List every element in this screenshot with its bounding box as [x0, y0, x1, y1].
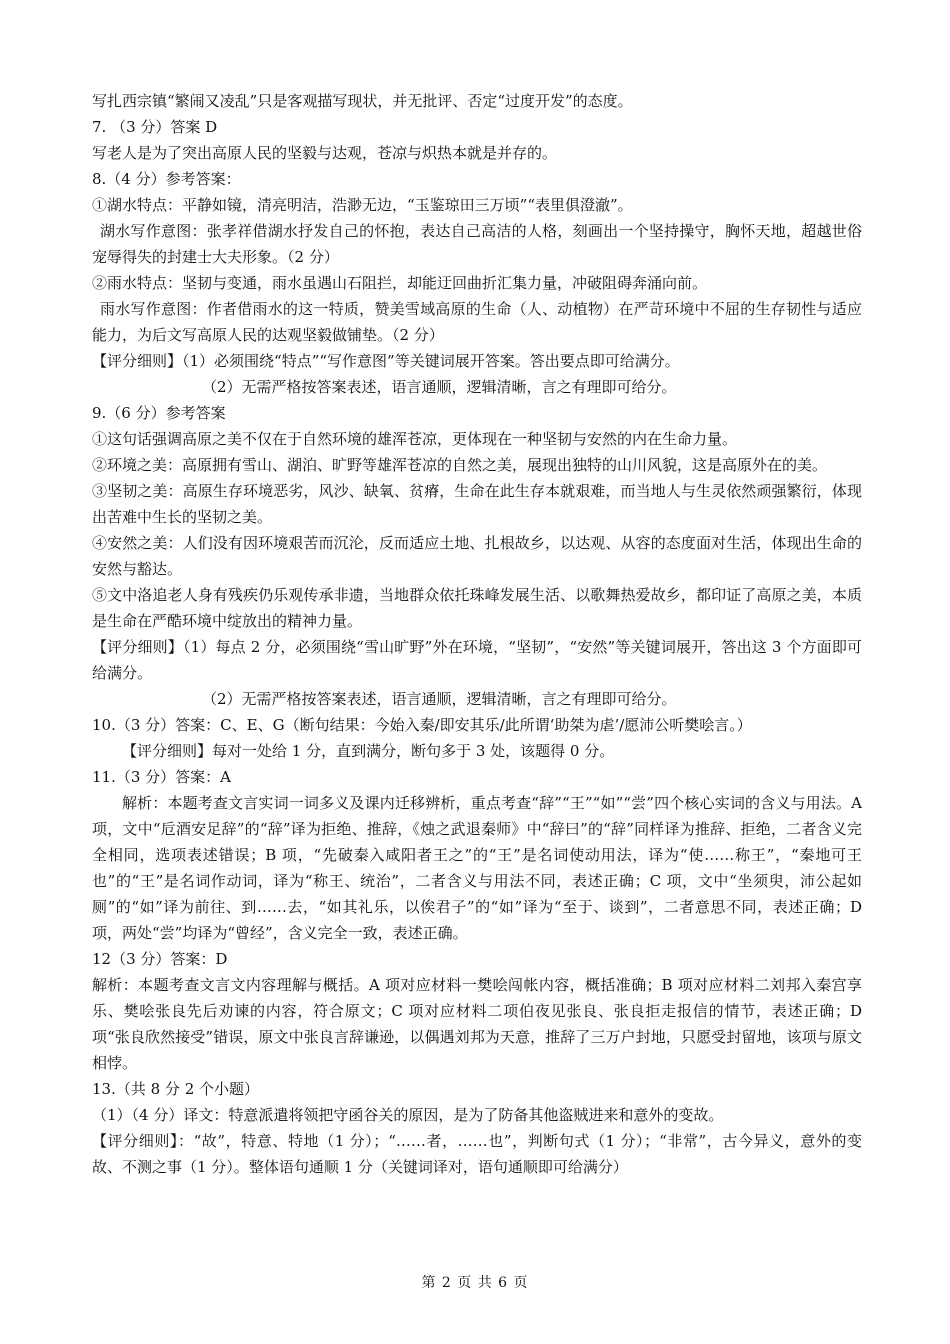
answer-key-content	[92, 88, 862, 1180]
question-13-header: 13.（共 8 分 2 个小题）	[92, 1080, 260, 1098]
text-paragraph: ⑤文中洛追老人身有残疾仍乐观传承非遗，当地群众依托珠峰发展生活、以歌舞热爱故乡，都印证了高原之美，本质是生命在严酷环境中绽放出的精神力量。	[92, 586, 862, 630]
text-line: ②雨水特点：坚韧与变通，雨水虽遇山石阻拦，却能迂回曲折汇集力量，冲破阻碍奔涌向前。	[92, 274, 708, 292]
scoring-rules-2: （2）无需严格按答案表述，语言通顺，逻辑清晰，言之有理即可给分。	[202, 690, 677, 708]
text-paragraph: ③坚韧之美：高原生存环境恶劣，风沙、缺氧、贫瘠，生命在此生存本就艰难，而当地人与生灵依然顽强繁衍，体现出苦难中生长的坚韧之美。	[92, 482, 862, 526]
page-number: 第 2 页 共 6 页	[421, 1275, 529, 1291]
question-12-header: 12（3 分）答案：D	[92, 950, 228, 968]
text-line: 写扎西宗镇“繁闹又凌乱”只是客观描写现状，并无批评、否定“过度开发”的态度。	[92, 92, 633, 110]
analysis-paragraph: 解析：本题考查文言实词一词多义及课内迁移辨析，重点考查“辞”“王”“如”“尝”四个核心实词的含义与用法。A 项，文中“卮酒安足辞”的“辞”译为拒绝、推辞，《烛之武退秦师》中“辞曰”的“辞”同样译为推辞、拒绝，二者含义完全相同，选项表述错误；B 项，“先破秦入咸阳者王之”的“王”是名词使动用法，译为“使……称王”，“秦地可王也”的“王”是名词作动词，译为“称王、统治”，二者含义与用法不同，表述正确；C 项，文中“坐须臾，沛公起如厕”的“如”译为前往、到……去，“如其礼乐，以俟君子”的“如”译为“至于、谈到”，二者意思不同，表述正确；D 项，两处“尝”均译为“曾经”，含义完全一致，表述正确。	[92, 794, 862, 942]
question-9-header: 9.（6 分）参考答案	[92, 404, 226, 422]
scoring-rules-2: （2）无需严格按答案表述，语言通顺，逻辑清晰，言之有理即可给分。	[202, 378, 677, 396]
question-10-header: 10.（3 分）答案：C、E、G（断句结果：今始入秦/即安其乐/此所谓‘助桀为虐’/愿沛公听樊哙言。）	[92, 716, 752, 734]
scoring-rules: 【评分细则】（1）必须围绕“特点”“写作意图”等关键词展开答案。答出要点即可给满分。	[92, 352, 680, 370]
scoring-rules: 【评分细则】：“故”，特意、特地（1 分）；“……者，……也”，判断句式（1 分）；“非常”，古今异义，意外的变故、不测之事（1 分）。整体语句通顺 1 分（关键词译对，语句通顺即可给满分）	[92, 1132, 862, 1176]
analysis-paragraph: 解析：本题考查文言文内容理解与概括。A 项对应材料一樊哙闯帐内容，概括准确；B 项对应材料二刘邦入秦宫享乐、樊哙张良先后劝谏的内容，符合原文；C 项对应材料二项伯夜见张良、张良拒走报信的情节，表述正确；D 项“张良欣然接受”错误，原文中张良言辞谦逊，以偶遇刘邦为天意，推辞了三万户封地，只愿受封留地，该项与原文相悖。	[92, 976, 862, 1072]
scoring-rules: 【评分细则】（1）每点 2 分，必须围绕“雪山旷野”外在环境，“坚韧”，“安然”等关键词展开，答出这 3 个方面即可给满分。	[92, 638, 862, 682]
text-paragraph: 雨水写作意图：作者借雨水的这一特质，赞美雪域高原的生命（人、动植物）在严苛环境中不屈的生存韧性与适应能力，为后文写高原人民的达观坚毅做铺垫。（2 分）	[92, 300, 862, 344]
text-line: ①这句话强调高原之美不仅在于自然环境的雄浑苍凉，更体现在一种坚韧与安然的内在生命力量。	[92, 430, 738, 448]
text-line: ①湖水特点：平静如镜，清亮明洁，浩渺无边，“玉鉴琼田三万顷”“表里俱澄澈”。	[92, 196, 633, 214]
question-11-header: 11.（3 分）答案：A	[92, 768, 231, 786]
text-paragraph: ④安然之美：人们没有因环境艰苦而沉沦，反而适应土地、扎根故乡，以达观、从容的态度面对生活，体现出生命的安然与豁达。	[92, 534, 862, 578]
text-paragraph: ②环境之美：高原拥有雪山、湖泊、旷野等雄浑苍凉的自然之美，展现出独特的山川风貌，这是高原外在的美。	[92, 456, 828, 474]
translation-line: （1）（4 分）译文：特意派遣将领把守函谷关的原因，是为了防备其他盗贼进来和意外的变故。	[92, 1106, 724, 1124]
question-7-header: 7. （3 分）答案 D	[92, 118, 218, 136]
scoring-rules: 【评分细则】每对一处给 1 分，直到满分，断句多于 3 处，该题得 0 分。	[122, 742, 615, 760]
question-8-header: 8.（4 分）参考答案：	[92, 170, 241, 188]
text-line: 写老人是为了突出高原人民的坚毅与达观，苍凉与炽热本就是并存的。	[92, 144, 558, 162]
text-paragraph: 湖水写作意图：张孝祥借湖水抒发自己的怀抱，表达自己高洁的人格，刻画出一个坚持操守，胸怀天地，超越世俗宠辱得失的封建士大夫形象。（2 分）	[92, 222, 862, 266]
